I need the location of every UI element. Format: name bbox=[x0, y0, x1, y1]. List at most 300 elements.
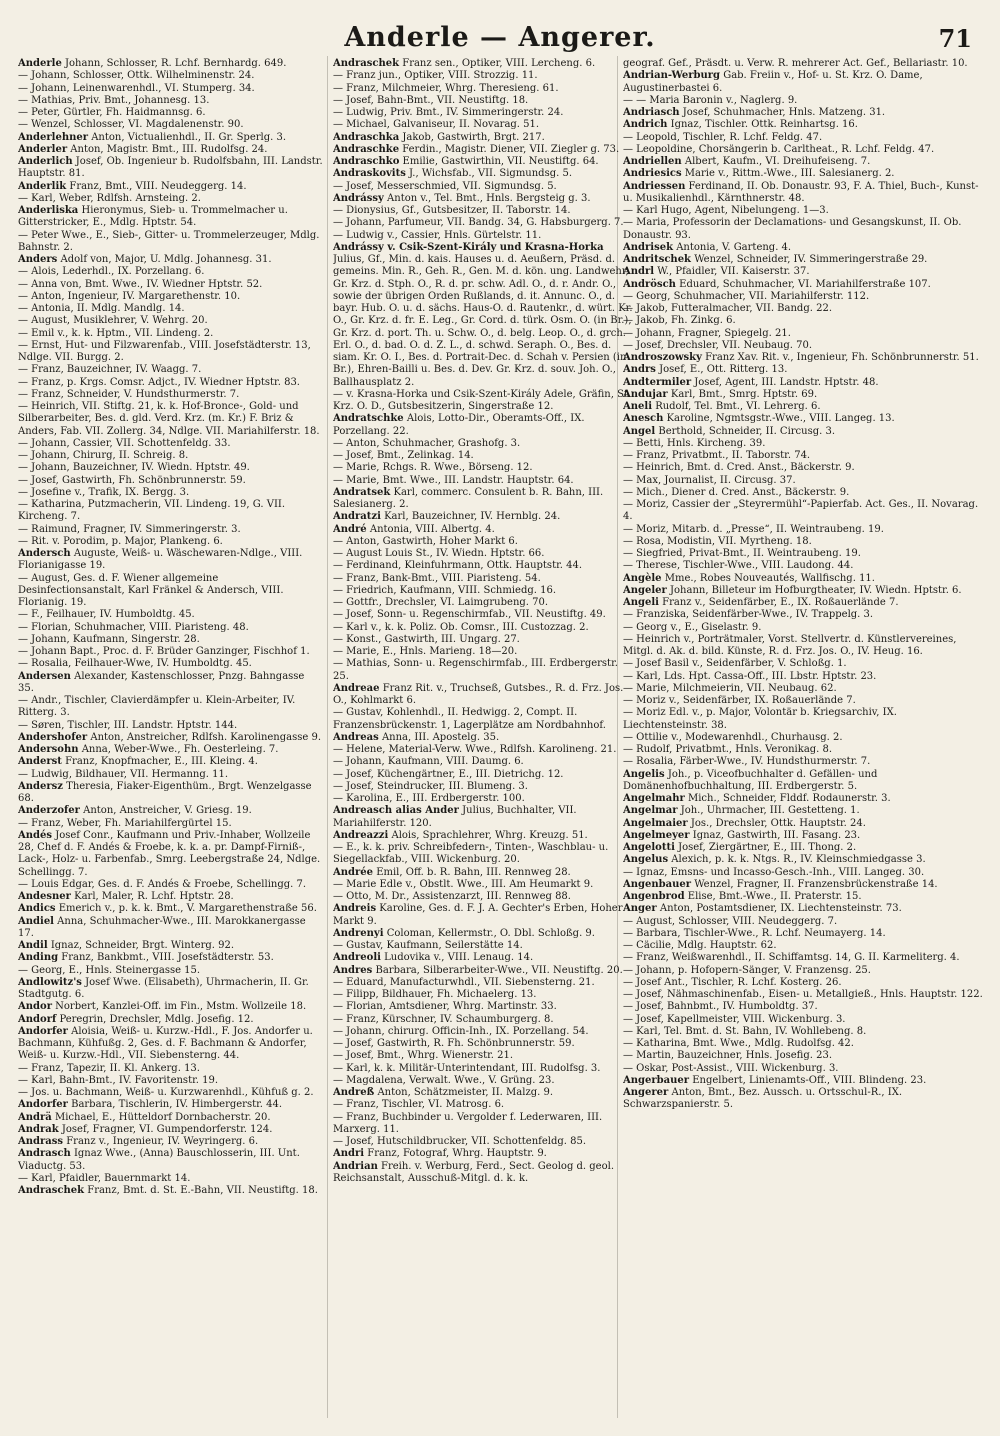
directory-entry bbox=[333, 940, 635, 952]
directory-entry bbox=[18, 450, 323, 462]
entry-details: — Anton, Ingenieur, IV. Margarethenstr. 10. bbox=[18, 290, 241, 302]
entry-details: — Josef Ant., Tischler, R. Lchf. Kosterg. 26. bbox=[623, 976, 842, 988]
entry-details: Aloisia, Weiß- u. Kurzw.-Hdl., F. Jos. Andorfer u. Bachmann, Kühfußg. 2, Ges. d. F. Bachmann & Andorfer, Weiß- u. Kurzw.-Hdl., VII. Siebensterng. 44. bbox=[18, 1025, 313, 1062]
entry-details: — Johann Bapt., Proc. d. F. Brüder Ganzinger, Fischhof 1. bbox=[18, 646, 310, 657]
entry-surname: Andrasch bbox=[18, 1148, 71, 1160]
directory-entry bbox=[333, 622, 635, 634]
entry-surname: Andrä bbox=[18, 1111, 52, 1123]
directory-entry bbox=[18, 732, 323, 744]
entry-surname: Andiel bbox=[18, 915, 54, 927]
directory-entry bbox=[18, 879, 323, 891]
entry-surname: Andritschek bbox=[623, 254, 691, 265]
entry-details: — Mich., Diener d. Cred. Anst., Bäckerstr. 9. bbox=[623, 486, 850, 498]
entry-details: — Ludwig v., Cassier, Hnls. Gürtelstr. 11. bbox=[333, 229, 542, 241]
entry-surname: Andraschka bbox=[333, 131, 400, 143]
directory-entry bbox=[623, 903, 983, 915]
entry-details: — Franz, Kürschner, IV. Schaumburgerg. 8. bbox=[333, 1013, 554, 1025]
entry-details: — Josef, Steindrucker, III. Blumeng. 3. bbox=[333, 780, 528, 792]
entry-details: Adolf von, Major, U. Mdlg. Johannesg. 31. bbox=[60, 254, 272, 265]
entry-surname: Andersch bbox=[18, 548, 71, 559]
entry-surname: Andil bbox=[18, 940, 48, 951]
entry-details: Coloman, Kellermstr., O. Dbl. Schloßg. 9. bbox=[386, 927, 595, 939]
entry-surname: Andés bbox=[18, 829, 53, 841]
directory-entry bbox=[623, 622, 983, 634]
directory-entry bbox=[18, 205, 323, 230]
entry-details: Karoline, Ges. d. F. J. A. Gechter's Erben, Hoher Markt 9. bbox=[333, 903, 623, 927]
directory-entry bbox=[333, 413, 635, 438]
directory-entry bbox=[623, 891, 983, 903]
entry-details: Eduard, Schuhmacher, VI. Mariahilferstraße 107. bbox=[679, 278, 931, 290]
entry-surname: Andrian bbox=[333, 1160, 378, 1172]
entry-details: Jos., Drechsler, Ottk. Hauptstr. 24. bbox=[690, 817, 866, 829]
directory-entry bbox=[623, 1063, 983, 1075]
entry-details: Rudolf, Tel. Bmt., VI. Lehrerg. 6. bbox=[655, 401, 821, 412]
entry-surname: Anesch bbox=[623, 413, 664, 425]
directory-entry bbox=[18, 132, 323, 144]
directory-entry bbox=[623, 548, 983, 560]
entry-surname: Andrösch bbox=[623, 278, 676, 290]
entry-details: Franz v., Seidenfärber, E., IX. Roßauerlände 7. bbox=[662, 597, 899, 608]
entry-details: — Helene, Material-Verw. Wwe., Rdlfsh. Karolineng. 21. bbox=[333, 744, 617, 755]
directory-entry bbox=[333, 548, 635, 560]
entry-details: — Franz, p. Krgs. Comsr. Adjct., IV. Wiedner Hptstr. 83. bbox=[18, 376, 300, 388]
directory-entry bbox=[18, 891, 323, 903]
directory-entry bbox=[623, 1087, 983, 1112]
entry-details: Ignaz, Schneider, Brgt. Winterg. 92. bbox=[50, 940, 235, 951]
entry-details: — Franz, Tischler, VI. Matrosg. 6. bbox=[333, 1099, 505, 1111]
directory-entry bbox=[333, 744, 635, 756]
entry-details: — Josef, Bahnbmt., IV. Humboldtg. 37. bbox=[623, 1001, 818, 1013]
entry-details: — Franz, Schneider, V. Hundsthurmerstr. 7. bbox=[18, 388, 240, 400]
entry-details: Elise, Bmt.-Wwe., II. Praterstr. 15. bbox=[687, 891, 862, 902]
entry-details: — August, Musiklehrer, V. Wehrg. 20. bbox=[18, 315, 208, 327]
directory-entry bbox=[623, 132, 983, 144]
directory-entry bbox=[333, 536, 635, 548]
directory-entry bbox=[623, 585, 983, 597]
entry-surname: Andraschek bbox=[18, 1185, 85, 1196]
entry-surname: Aneli bbox=[623, 401, 652, 412]
entry-surname: Angerer bbox=[623, 1087, 669, 1098]
directory-entry bbox=[623, 462, 983, 474]
directory-entry bbox=[18, 720, 323, 732]
directory-entry bbox=[333, 1161, 635, 1186]
directory-entry bbox=[623, 438, 983, 450]
directory-entry bbox=[18, 952, 323, 964]
directory-entry bbox=[623, 989, 983, 1001]
directory-entry bbox=[333, 438, 635, 450]
directory-entry bbox=[333, 1038, 635, 1050]
entry-details: — Leopold, Tischler, R. Lchf. Feldg. 47. bbox=[623, 131, 823, 143]
directory-entry bbox=[18, 1136, 323, 1148]
entry-details: — Maria, Professorin der Declamations- und Gesangskunst, II. Ob. Donaustr. 93. bbox=[623, 217, 962, 241]
entry-details: Josef, E., Ott. Ritterg. 13. bbox=[659, 364, 788, 376]
entry-details: Anton, Postamtsdiener, IX. Liechtensteinstr. 73. bbox=[659, 903, 902, 915]
directory-entry bbox=[623, 1038, 983, 1050]
entry-details: — Katharina, Bmt. Wwe., Mdlg. Rudolfsg. 42. bbox=[623, 1038, 854, 1049]
entry-surname: Andrass bbox=[18, 1136, 64, 1147]
entry-details: Berthold, Schneider, II. Circusg. 3. bbox=[658, 425, 836, 437]
entry-surname: Andriasch bbox=[623, 107, 680, 118]
entry-details: — Michael, Galvaniseur, II. Novarag. 51. bbox=[333, 119, 540, 131]
directory-entry bbox=[333, 891, 635, 903]
entry-details: Franz sen., Optiker, VIII. Lercheng. 6. bbox=[402, 58, 596, 69]
entry-surname: Andrée bbox=[333, 866, 374, 878]
directory-entry bbox=[333, 119, 635, 131]
directory-entry bbox=[333, 181, 635, 193]
entry-details: J., Wichsfab., VII. Sigmundsg. 5. bbox=[409, 168, 573, 180]
entry-details: Josef, Ziergärtner, E., III. Thong. 2. bbox=[678, 842, 857, 853]
entry-details: Josef, Schuhmacher, Hnls. Matzeng. 31. bbox=[682, 107, 886, 118]
directory-entry bbox=[333, 658, 635, 683]
entry-details: Karl, commerc. Consulent b. R. Bahn, III. Salesianerg. 2. bbox=[333, 486, 604, 510]
entry-details: — Mathias, Priv. Bmt., Johannesg. 13. bbox=[18, 94, 210, 106]
entry-details: Wenzel, Fragner, II. Franzensbrückenstraße 14. bbox=[694, 878, 938, 890]
entry-details: — Marie, Milchmeierin, VII. Neubaug. 62. bbox=[623, 682, 837, 694]
entry-surname: Andraschke bbox=[333, 143, 400, 155]
directory-entry bbox=[333, 879, 635, 891]
directory-entry bbox=[18, 548, 323, 573]
entry-details: — Josefine v., Trafik, IX. Bergg. 3. bbox=[18, 486, 190, 498]
directory-entry bbox=[18, 573, 323, 610]
entry-details: — Johann, Bauzeichner, IV. Wiedn. Hptstr. 49. bbox=[18, 462, 250, 474]
directory-entry bbox=[623, 524, 983, 536]
directory-entry bbox=[333, 107, 635, 119]
entry-details: Karl, Bauzeichner, IV. Hernblg. 24. bbox=[384, 511, 561, 523]
directory-entry bbox=[18, 389, 323, 401]
directory-entry bbox=[333, 1099, 635, 1111]
directory-entry bbox=[333, 144, 635, 156]
directory-entry bbox=[18, 279, 323, 291]
entry-surname: Andrássy bbox=[333, 192, 384, 204]
entry-details: — Johann, Schlosser, Ottk. Wilhelminenstr. 24. bbox=[18, 70, 255, 82]
entry-details: Wenzel, Schneider, IV. Simmeringerstraße 29. bbox=[694, 254, 928, 265]
directory-entry bbox=[333, 609, 635, 621]
directory-entry bbox=[623, 1014, 983, 1026]
entry-details: Ferdin., Magistr. Diener, VII. Ziegler g. 73. bbox=[402, 143, 620, 155]
entry-details: — Gustav, Kaufmann, Seilerstätte 14. bbox=[333, 940, 523, 951]
directory-entry bbox=[333, 646, 635, 658]
entry-details: Johann, Schlosser, R. Lchf. Bernhardg. 649. bbox=[65, 58, 287, 69]
entry-details: — Jakob, Futteralmacher, VII. Bandg. 22. bbox=[623, 303, 832, 314]
entry-details: — Otto, M. Dr., Assistenzarzt, III. Rennweg 88. bbox=[333, 891, 571, 902]
entry-details: Anton, Anstreicher, Rdlfsh. Karolinengasse 9. bbox=[90, 731, 322, 743]
entry-details: Barbara, Tischlerin, IV. Himbergerstr. 44. bbox=[71, 1099, 283, 1111]
entry-details: — Ernst, Hut- und Filzwarenfab., VIII. Josefstädterstr. 13, Ndlge. VII. Burgg. 2. bbox=[18, 339, 311, 363]
entry-details: Peregrin, Drechsler, Mdlg. Josefig. 12. bbox=[59, 1013, 254, 1025]
entry-surname: Anger bbox=[623, 903, 657, 915]
directory-entry bbox=[333, 573, 635, 585]
directory-entry bbox=[333, 70, 635, 82]
entry-details: — Franz, Milchmeier, Whrg. Theresieng. 61. bbox=[333, 82, 559, 94]
entry-details: Marie v., Rittm.-Wwe., III. Salesianerg. 2. bbox=[684, 168, 895, 180]
directory-entry bbox=[623, 854, 983, 866]
entry-surname: Andrássy v. Csik-Szent-Király und Krasna-Horka bbox=[333, 241, 604, 253]
entry-details: — Marie, E., Hnls. Marieng. 18—20. bbox=[333, 646, 518, 657]
directory-entry bbox=[623, 1075, 983, 1087]
directory-entry bbox=[18, 671, 323, 696]
directory-entry bbox=[18, 1173, 323, 1185]
directory-entry bbox=[623, 732, 983, 744]
entry-details: — Rit. v. Porodim, p. Major, Plankeng. 6. bbox=[18, 535, 223, 547]
entry-details: — Cäcilie, Mdlg. Hauptstr. 62. bbox=[623, 940, 777, 951]
entry-surname: Andreis bbox=[333, 903, 377, 915]
entry-details: — Raimund, Fragner, IV. Simmeringerstr. 3. bbox=[18, 523, 241, 535]
entry-details: Engelbert, Linienamts-Off., VIII. Blindeng. 23. bbox=[692, 1074, 927, 1086]
entry-details: Franz Rit. v., Truchseß, Gutsbes., R. d. Frz. Jos. O., Kohlmarkt 6. bbox=[333, 682, 624, 706]
entry-details: Anton, Anstreicher, V. Griesg. 19. bbox=[83, 805, 252, 817]
entry-details: Auguste, Weiß- u. Wäschewaren-Ndlge., VIII. Florianigasse 19. bbox=[18, 548, 303, 572]
directory-entry bbox=[623, 426, 983, 438]
directory-entry bbox=[623, 217, 983, 242]
entry-details: Anton, Magistr. Bmt., III. Rudolfsg. 24. bbox=[70, 143, 268, 155]
directory-entry bbox=[18, 340, 323, 365]
entry-details: Norbert, Kanzlei-Off. im Fin., Mstm. Wollzeile 18. bbox=[55, 1001, 307, 1013]
entry-surname: Andersohn bbox=[18, 744, 79, 755]
directory-entry bbox=[333, 389, 635, 414]
entry-details: — Johann, Chirurg, II. Schreig. 8. bbox=[18, 450, 189, 461]
directory-entry bbox=[18, 58, 323, 70]
directory-entry bbox=[623, 95, 983, 107]
entry-details: Joh., p. Viceofbuchhalter d. Gefällen- und Domänenhofbuchhaltung, III. Erdbergerstr. 5. bbox=[623, 768, 878, 792]
entry-details: Karl, Bmt., Smrg. Hptstr. 69. bbox=[670, 388, 818, 400]
entry-details: — Rudolf, Privatbmt., Hnls. Veronikag. 8. bbox=[623, 744, 833, 755]
directory-entry bbox=[333, 952, 635, 964]
entry-details: — Konst., Gastwirth, III. Ungarg. 27. bbox=[333, 633, 520, 645]
directory-entry bbox=[623, 328, 983, 340]
directory-entry bbox=[18, 903, 323, 915]
directory-entry bbox=[623, 536, 983, 548]
directory-entry bbox=[18, 1001, 323, 1013]
directory-entry bbox=[333, 732, 635, 744]
entry-details: Ludovika v., VIII. Lenaug. 14. bbox=[384, 952, 534, 964]
directory-entry bbox=[623, 707, 983, 732]
entry-details: — F., Feilhauer, IV. Humboldtg. 45. bbox=[18, 609, 195, 621]
entry-details: Anton, Victualienhdl., II. Gr. Sperlg. 3. bbox=[91, 131, 287, 143]
directory-entry bbox=[623, 291, 983, 303]
entry-details: Alexich, p. k. k. Ntgs. R., IV. Kleinschmiedgasse 3. bbox=[671, 854, 926, 866]
directory-entry bbox=[333, 769, 635, 781]
directory-entry bbox=[333, 511, 635, 523]
directory-entry bbox=[333, 475, 635, 487]
directory-entry bbox=[18, 119, 323, 131]
directory-entry bbox=[18, 695, 323, 720]
directory-entry bbox=[333, 683, 635, 708]
directory-entry bbox=[18, 193, 323, 205]
directory-entry bbox=[333, 156, 635, 168]
directory-entry bbox=[18, 1014, 323, 1026]
directory-entry bbox=[623, 389, 983, 401]
directory-entry bbox=[333, 977, 635, 989]
entry-details: — Martin, Bauzeichner, Hnls. Josefig. 23. bbox=[623, 1050, 833, 1062]
entry-details: — v. Krasna-Horka und Csik-Szent-Király Adele, Gräfin, St. Krz. O. D., Gutsbesitzerin, Singerstraße 12. bbox=[333, 388, 632, 412]
directory-entry bbox=[18, 181, 323, 193]
entry-surname: Andraskovits bbox=[333, 168, 406, 180]
directory-entry bbox=[333, 597, 635, 609]
entry-details: — Johann, chirurg. Officin-Inh., IX. Porzellang. 54. bbox=[333, 1025, 589, 1037]
entry-details: Anna, Weber-Wwe., Fh. Oesterleing. 7. bbox=[81, 744, 279, 755]
directory-entry bbox=[623, 144, 983, 156]
entry-details: Anton, Bmt., Bez. Aussch. u. Ortsschul-R., IX. Schwarzspanierstr. 5. bbox=[623, 1087, 903, 1111]
entry-details: Alois, Lotto-Dir., Oberamts-Off., IX. Porzellang. 22. bbox=[333, 413, 585, 437]
directory-entry bbox=[623, 499, 983, 524]
entry-details: — Josef, Kapellmeister, VIII. Wickenburg. 3. bbox=[623, 1013, 846, 1025]
entry-details: Emil, Off. b. R. Bahn, III. Rennweg 28. bbox=[376, 866, 571, 878]
entry-details: — Marie, Bmt. Wwe., III. Landstr. Hauptstr. 64. bbox=[333, 474, 574, 486]
entry-surname: Andrak bbox=[18, 1123, 59, 1135]
entry-surname: Anderzofer bbox=[18, 805, 80, 817]
directory-entry bbox=[623, 156, 983, 168]
directory-entry bbox=[623, 879, 983, 891]
entry-details: — Josef, Bmt., Zelinkag. 14. bbox=[333, 450, 474, 461]
directory-entry bbox=[623, 352, 983, 364]
page-number: 71 bbox=[938, 24, 972, 53]
directory-entry bbox=[333, 1014, 635, 1026]
entry-details: — Karl, Lds. Hpt. Cassa-Off., III. Lbstr. Hptstr. 23. bbox=[623, 670, 877, 682]
directory-entry bbox=[333, 1075, 635, 1087]
directory-entry bbox=[333, 95, 635, 107]
directory-entry bbox=[18, 634, 323, 646]
entry-details: — Antonia, II. Mdlg. Mandlg. 14. bbox=[18, 303, 185, 314]
entry-details: — Franz, Weißwarenhdl., II. Schiffamtsg. 14, G. II. Karmeliterg. 4. bbox=[623, 952, 960, 964]
entry-surname: Andersz bbox=[18, 780, 63, 792]
entry-details: — Anton, Gastwirth, Hoher Markt 6. bbox=[333, 535, 518, 547]
directory-entry bbox=[18, 609, 323, 621]
directory-entry bbox=[18, 1124, 323, 1136]
directory-entry bbox=[18, 328, 323, 340]
directory-entry bbox=[333, 585, 635, 597]
entry-details: — Franz jun., Optiker, VIII. Strozzig. 11. bbox=[333, 70, 538, 82]
directory-entry bbox=[623, 842, 983, 854]
entry-details: — Franziska, Seidenfärber-Wwe., IV. Trappelg. 3. bbox=[623, 609, 874, 621]
column-2 bbox=[333, 58, 635, 1420]
entry-details: — Moriz v., Seidenfärber, IX. Roßauerlände 7. bbox=[623, 695, 856, 706]
entry-details: — Moriz Edl. v., p. Major, Volontär b. Kriegsarchiv, IX. Liechtensteinstr. 38. bbox=[623, 707, 897, 731]
directory-entry bbox=[623, 818, 983, 830]
entry-surname: Angenbauer bbox=[623, 878, 692, 890]
directory-entry bbox=[18, 646, 323, 658]
entry-details: Mme., Robes Nouveautés, Wallfischg. 11. bbox=[664, 572, 875, 584]
entry-surname: Andtermiler bbox=[623, 376, 692, 388]
directory-entry bbox=[623, 377, 983, 389]
entry-details: — Josef, Küchengärtner, E., III. Dietrichg. 12. bbox=[333, 768, 564, 780]
entry-surname: Androszowsky bbox=[623, 352, 702, 363]
entry-details: — Oskar, Post-Assist., VIII. Wickenburg. 3. bbox=[623, 1062, 839, 1074]
directory-entry bbox=[623, 413, 983, 425]
entry-details: Josef, Fragner, VI. Gumpendorferstr. 124. bbox=[61, 1123, 273, 1135]
entry-surname: Anderlik bbox=[18, 180, 67, 192]
directory-entry bbox=[333, 230, 635, 242]
directory-entry bbox=[18, 830, 323, 879]
entry-surname: Andrich bbox=[623, 119, 668, 131]
entry-details: — Karl v., k. k. Poliz. Ob. Comsr., III. Custozzag. 2. bbox=[333, 621, 589, 633]
entry-details: — Marie Edle v., Obstlt. Wwe., III. Am Heumarkt 9. bbox=[333, 878, 594, 890]
entry-surname: Angelis bbox=[623, 768, 665, 780]
entry-surname: Angelotti bbox=[623, 842, 675, 853]
entry-details: — Barbara, Tischler-Wwe., R. Lchf. Neumayerg. 14. bbox=[623, 927, 886, 939]
entry-details: — Søren, Tischler, III. Landstr. Hptstr. 144. bbox=[18, 719, 238, 731]
entry-details: Josef, Ob. Ingenieur b. Rudolfsbahn, III. Landstr. Hauptstr. 81. bbox=[18, 156, 323, 180]
directory-entry bbox=[333, 1136, 635, 1148]
directory-entry bbox=[18, 1099, 323, 1111]
entry-details: — Dionysius, Gf., Gutsbesitzer, II. Taborstr. 14. bbox=[333, 205, 571, 216]
entry-surname: Angelmeyer bbox=[623, 829, 690, 841]
directory-entry bbox=[333, 781, 635, 793]
directory-entry bbox=[623, 977, 983, 989]
entry-surname: Andesner bbox=[18, 891, 71, 902]
entry-details: Gab. Freiin v., Hof- u. St. Krz. O. Dame, Augustinerbastei 6. bbox=[623, 70, 923, 94]
entry-details: — Florian, Schuhmacher, VIII. Piaristeng. 48. bbox=[18, 621, 249, 633]
directory-entry bbox=[333, 634, 635, 646]
entry-details: — Georg, E., Hnls. Steinergasse 15. bbox=[18, 964, 201, 976]
directory-entry bbox=[333, 965, 635, 977]
entry-details: — Johann, Leinenwarenhdl., VI. Stumperg. 34. bbox=[18, 82, 255, 94]
page-header bbox=[0, 18, 1000, 58]
entry-details: — Franz, Buchbinder u. Vergolder f. Lederwaren, III. Marxerg. 11. bbox=[333, 1111, 603, 1135]
entry-details: — Leopoldine, Chorsängerin b. Carltheat., R. Lchf. Feldg. 47. bbox=[623, 143, 935, 155]
directory-entry bbox=[623, 254, 983, 266]
directory-entry bbox=[18, 156, 323, 181]
entry-details: Anna, Schuhmacher-Wwe., III. Marokkanergasse 17. bbox=[18, 915, 306, 939]
directory-entry bbox=[623, 119, 983, 131]
entry-details: Karoline, Ngmtsgstr.-Wwe., VIII. Langeg. 13. bbox=[666, 413, 895, 425]
directory-entry bbox=[18, 769, 323, 781]
directory-entry bbox=[18, 303, 323, 315]
directory-entry bbox=[333, 842, 635, 867]
entry-details: — Karl Hugo, Agent, Nibelungeng. 1—3. bbox=[623, 205, 829, 216]
entry-details: — Rosalia, Färber-Wwe., IV. Hundsthurmerstr. 7. bbox=[623, 756, 871, 768]
entry-surname: Andrian-Werburg bbox=[623, 70, 721, 82]
directory-entry bbox=[623, 671, 983, 683]
entry-details: Franz, Bankbmt., VIII. Josefstädterstr. 53. bbox=[61, 952, 274, 964]
entry-details: Joh., Uhrmacher, III. Gestetteng. 1. bbox=[680, 805, 860, 817]
entry-surname: Andujar bbox=[623, 388, 668, 400]
entry-details: Barbara, Silberarbeiter-Wwe., VII. Neustiftg. 20. bbox=[375, 964, 623, 976]
entry-details: — Ferdinand, Kleinfuhrmann, Ottk. Hauptstr. 44. bbox=[333, 560, 583, 572]
entry-details: — Karl, k. k. Militär-Unterintendant, III. Rudolfsg. 3. bbox=[333, 1062, 601, 1074]
entry-details: — Franz, Tapezir, II. Kl. Ankerg. 13. bbox=[18, 1062, 200, 1074]
entry-details: — Franz, Privatbmt., II. Taborstr. 74. bbox=[623, 450, 811, 461]
directory-entry bbox=[18, 818, 323, 830]
entry-details: Franz, Bmt. d. St. E.-Bahn, VII. Neustiftg. 18. bbox=[87, 1185, 318, 1196]
directory-entry bbox=[623, 769, 983, 794]
entry-details: Alexander, Kastenschlosser, Pnzg. Bahngasse 35. bbox=[18, 670, 305, 694]
directory-entry bbox=[623, 487, 983, 499]
entry-details: — Josef, Bmt., Whrg. Wienerstr. 21. bbox=[333, 1050, 514, 1062]
directory-entry bbox=[623, 1001, 983, 1013]
entry-details: — Rosa, Modistin, VII. Myrtheng. 18. bbox=[623, 535, 812, 547]
directory-entry bbox=[623, 830, 983, 842]
entry-details: Theresia, Fiaker-Eigenthüm., Brgt. Wenzelgasse 68. bbox=[18, 780, 312, 804]
directory-entry bbox=[623, 609, 983, 621]
directory-entry bbox=[18, 524, 323, 536]
directory-entry bbox=[333, 707, 635, 732]
entry-details: Michael, E., Hütteldorf Dornbacherstr. 20. bbox=[54, 1111, 271, 1123]
entry-details: Josef, Agent, III. Landstr. Hptstr. 48. bbox=[694, 376, 879, 388]
entry-surname: Angèle bbox=[623, 572, 662, 584]
directory-entry bbox=[18, 95, 323, 107]
entry-details: Franz, Bmt., VIII. Neudeggerg. 14. bbox=[69, 180, 247, 192]
entry-details: — August Louis St., IV. Wiedn. Hptstr. 66. bbox=[333, 548, 545, 559]
entry-details: — Josef, Gastwirth, R. Fh. Schönbrunnerstr. 59. bbox=[333, 1038, 575, 1049]
directory-entry bbox=[623, 303, 983, 315]
entry-surname: Andrs bbox=[623, 364, 656, 376]
directory-entry bbox=[623, 695, 983, 707]
directory-entry bbox=[333, 462, 635, 474]
entry-surname: Andriesics bbox=[623, 168, 682, 180]
directory-entry bbox=[18, 438, 323, 450]
directory-entry bbox=[333, 830, 635, 842]
entry-details: — Anna von, Bmt. Wwe., IV. Wiedner Hptstr. 52. bbox=[18, 278, 263, 290]
